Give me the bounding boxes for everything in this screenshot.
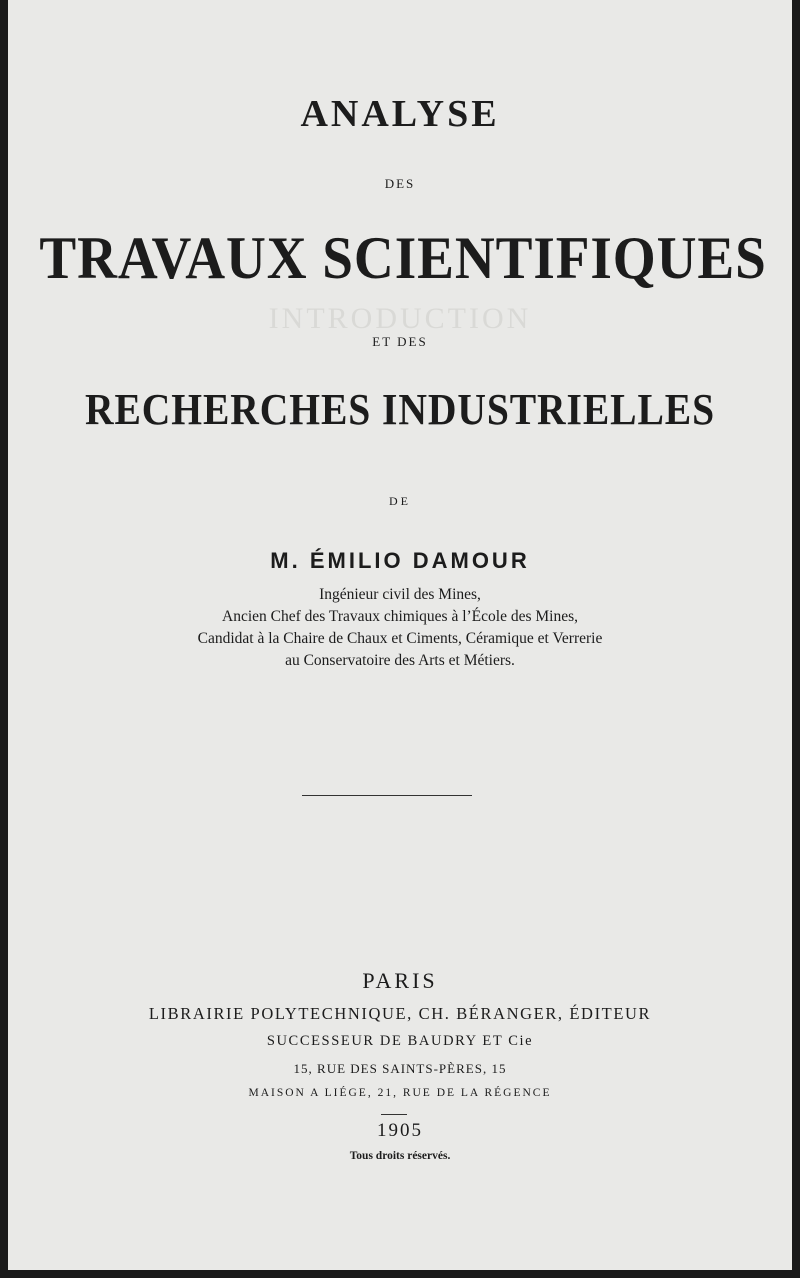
show-through-text: INTRODUCTION — [268, 302, 532, 335]
connector-des: DES — [384, 176, 416, 191]
connector-de: DE — [389, 494, 411, 508]
title-analyse: ANALYSE — [300, 93, 500, 135]
credential-line: Ingénieur civil des Mines, — [319, 586, 481, 603]
imprint-year: 1905 — [377, 1120, 423, 1141]
title-page — [8, 0, 792, 1270]
imprint-city: PARIS — [362, 968, 438, 993]
author-name: M. ÉMILIO DAMOUR — [270, 548, 530, 573]
imprint-publisher: LIBRAIRIE POLYTECHNIQUE, CH. BÉRANGER, ÉDITEUR — [148, 1004, 652, 1023]
credential-line: Candidat à la Chaire de Chaux et Ciments, Céramique et Verrerie — [197, 630, 603, 647]
divider-rule — [302, 795, 472, 796]
short-divider-rule — [381, 1114, 407, 1115]
connector-et-des: ET DES — [372, 334, 428, 349]
imprint-address-liege: MAISON A LIÉGE, 21, RUE DE LA RÉGENCE — [248, 1087, 552, 1099]
credential-line: Ancien Chef des Travaux chimiques à l’École des Mines, — [222, 608, 578, 625]
credential-line: au Conservatoire des Arts et Métiers. — [285, 652, 515, 669]
rights-notice: Tous droits réservés. — [349, 1150, 451, 1162]
imprint-successor: SUCCESSEUR DE BAUDRY ET Cie — [266, 1033, 534, 1049]
title-recherches-industrielles: RECHERCHES INDUSTRIELLES — [84, 385, 716, 434]
title-travaux-scientifiques: TRAVAUX SCIENTIFIQUES — [39, 225, 767, 291]
imprint-address-paris: 15, RUE DES SAINTS-PÈRES, 15 — [293, 1061, 507, 1076]
